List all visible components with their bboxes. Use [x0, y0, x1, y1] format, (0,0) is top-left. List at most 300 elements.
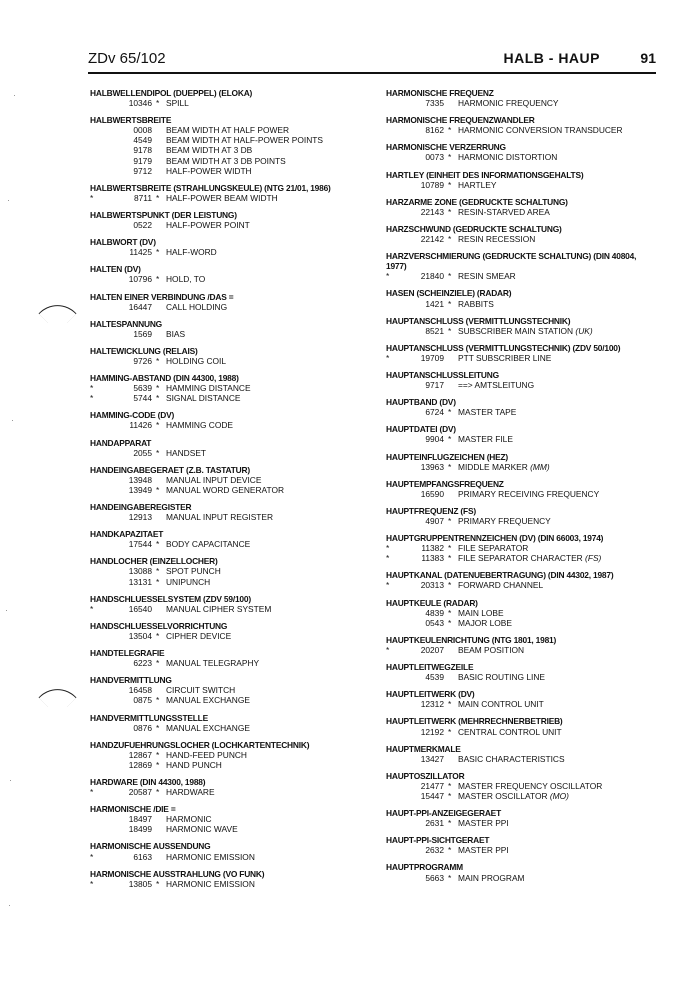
english-term-text: BEAM WIDTH AT HALF POWER — [166, 125, 289, 136]
translation-line — [386, 299, 666, 309]
english-term-text: BEAM POSITION — [458, 644, 525, 655]
star-marker: * — [448, 234, 452, 245]
headword: HALBWELLENDIPOL (DUEPPEL) (ELOKA) — [90, 88, 253, 98]
translation-line — [386, 98, 666, 108]
english-term-text: HALF-POWER WIDTH — [166, 165, 252, 176]
dictionary-entry — [386, 662, 666, 682]
dictionary-entry — [386, 197, 666, 217]
english-term — [166, 420, 233, 430]
headword: HARZARME ZONE (GEDRUCKTE SCHALTUNG) — [386, 196, 568, 207]
headword: HAUPTEINFLUGZEICHEN (HEZ) — [386, 451, 509, 462]
asterisk-marker: * — [386, 553, 390, 564]
star-marker: * — [448, 607, 452, 618]
headword: HAUPTOSZILLATOR — [386, 770, 465, 781]
dictionary-entry — [386, 452, 666, 472]
english-term — [166, 247, 217, 257]
english-term — [458, 125, 623, 135]
star-marker: * — [156, 630, 160, 641]
translation-line — [90, 485, 375, 495]
dictionary-entry — [386, 316, 666, 336]
translation-line — [386, 553, 666, 563]
translation-line — [90, 814, 375, 824]
english-term-text: MANUAL INPUT REGISTER — [166, 512, 274, 523]
english-term-text: MAJOR LOBE — [458, 617, 512, 628]
star-marker: * — [448, 461, 452, 472]
star-marker: * — [448, 298, 452, 309]
star-marker: * — [448, 325, 452, 336]
term-number: 13504 — [128, 630, 152, 641]
english-term-text: FILE SEPARATOR — [458, 543, 529, 554]
scan-speck — [10, 780, 11, 781]
english-term — [166, 220, 250, 230]
translation-line — [90, 879, 375, 889]
translation-line — [386, 271, 666, 281]
english-term-text: UNIPUNCH — [166, 576, 211, 587]
translation-line — [90, 723, 375, 733]
term-number: 9904 — [425, 434, 444, 445]
dictionary-entry — [90, 410, 375, 430]
translation-line — [90, 631, 375, 641]
star-marker: * — [448, 790, 452, 801]
english-term-text: PTT SUBSCRIBER LINE — [458, 352, 552, 363]
headword: HALTEN EINER VERBINDUNG /DAS = — [90, 291, 234, 302]
star-marker: * — [156, 420, 160, 431]
english-term — [458, 672, 545, 682]
dictionary-entry — [90, 777, 375, 797]
translation-line — [386, 407, 666, 417]
english-term — [166, 723, 250, 733]
dictionary-entry — [386, 115, 666, 135]
star-marker: * — [156, 749, 160, 760]
english-term — [166, 193, 278, 203]
dictionary-entry — [386, 251, 666, 281]
translation-line — [90, 685, 375, 695]
translation-line — [90, 220, 375, 230]
headword-continuation: 1977) — [386, 261, 407, 272]
english-term-text: ==> AMTSLEITUNG — [458, 380, 535, 391]
asterisk-marker: * — [90, 787, 94, 798]
english-term-text: HAND-FEED PUNCH — [166, 749, 247, 760]
translation-line — [386, 608, 666, 618]
english-term-text: HOLD, TO — [166, 274, 206, 285]
english-term-text: HARMONIC EMISSION — [166, 878, 255, 889]
dictionary-entry — [386, 862, 666, 882]
english-term — [166, 512, 273, 522]
dictionary-entry — [90, 438, 375, 458]
headword: HAUPTANSCHLUSS (VERMITTLUNGSTECHNIK) — [386, 315, 571, 326]
english-term — [458, 207, 550, 217]
headword: HARMONISCHE FREQUENZ — [386, 88, 494, 98]
term-number: 2631 — [425, 818, 444, 829]
dictionary-entry — [386, 479, 666, 499]
english-term-text: MANUAL WORD GENERATOR — [166, 484, 285, 495]
translation-line — [90, 604, 375, 614]
dictionary-entry — [386, 771, 666, 801]
asterisk-marker: * — [90, 851, 94, 862]
translation-line — [90, 566, 375, 576]
translation-line — [386, 845, 666, 855]
headword: HALBWORT (DV) — [90, 237, 156, 248]
dictionary-entry — [90, 594, 375, 614]
term-number: 11426 — [129, 420, 152, 431]
asterisk-marker: * — [386, 580, 390, 591]
term-number: 19709 — [420, 352, 444, 363]
headword: HALBWERTSPUNKT (DER LEISTUNG) — [90, 209, 237, 220]
star-marker: * — [448, 580, 452, 591]
term-number: 11425 — [129, 247, 152, 258]
english-term — [458, 580, 543, 590]
dictionary-entry — [90, 264, 375, 284]
english-term-text: PRIMARY FREQUENCY — [458, 516, 551, 526]
page-header — [88, 50, 656, 70]
term-number: 7335 — [425, 98, 444, 109]
headword: HARMONISCHE FREQUENZWANDLER — [386, 115, 535, 126]
translation-line — [90, 329, 375, 339]
english-term-text: BASIC CHARACTERISTICS — [458, 753, 565, 764]
headword: HAUPTLEITWEGZEILE — [386, 662, 474, 673]
term-number: 9712 — [133, 165, 152, 176]
english-term-text: MASTER PPI — [458, 845, 509, 856]
english-term — [458, 98, 559, 108]
abbreviation: (UK) — [575, 325, 593, 336]
dictionary-entry — [90, 319, 375, 339]
dictionary-entry — [90, 88, 375, 108]
asterisk-marker: * — [386, 271, 390, 282]
dictionary-entry — [90, 346, 375, 366]
english-term-text: RESIN SMEAR — [458, 271, 516, 282]
dictionary-entry — [386, 533, 666, 563]
headword-range: HALB - HAUP — [503, 50, 600, 66]
english-term-text: FORWARD CHANNEL — [458, 580, 544, 591]
term-number: 6223 — [133, 658, 152, 669]
term-number: 9179 — [133, 155, 152, 166]
dictionary-entry — [386, 370, 666, 390]
english-term — [458, 152, 557, 162]
english-term-text: RABBITS — [458, 298, 494, 309]
asterisk-marker: * — [386, 644, 390, 655]
star-marker: * — [448, 125, 452, 136]
dictionary-entry — [386, 170, 666, 190]
english-term — [458, 180, 496, 190]
document-id: ZDv 65/102 — [88, 50, 166, 67]
translation-line — [90, 166, 375, 176]
term-number: 0543 — [425, 617, 444, 628]
term-number: 10789 — [420, 179, 444, 190]
term-number: 5663 — [425, 872, 444, 883]
dictionary-entry — [90, 621, 375, 641]
english-term-text: SUBSCRIBER MAIN STATION — [458, 325, 574, 336]
star-marker: * — [156, 722, 160, 733]
english-term — [458, 818, 509, 828]
term-number: 2632 — [425, 845, 444, 856]
translation-line — [90, 247, 375, 257]
translation-line — [90, 135, 375, 145]
dictionary-entry — [90, 465, 375, 495]
english-term-text: PRIMARY RECEIVING FREQUENCY — [458, 488, 600, 499]
translation-line — [90, 98, 375, 108]
headword: HALTEWICKLUNG (RELAIS) — [90, 345, 198, 356]
dictionary-entry — [90, 869, 375, 889]
term-number: 5639 — [133, 383, 152, 394]
headword: HANDEINGABEGERAET (Z.B. TASTATUR) — [90, 464, 250, 475]
headword: HAUPTLEITWERK (DV) — [386, 689, 475, 700]
term-number: 9178 — [133, 145, 152, 156]
translation-line — [386, 234, 666, 244]
translation-line — [90, 156, 375, 166]
star-marker: * — [156, 98, 160, 109]
headword: HASEN (SCHEINZIELE) (RADAR) — [386, 288, 512, 299]
star-marker: * — [448, 553, 452, 564]
term-number: 1569 — [133, 328, 152, 339]
star-marker: * — [156, 576, 160, 587]
term-number: 15447 — [420, 790, 444, 801]
asterisk-marker: * — [90, 603, 94, 614]
english-term-text: MAIN LOBE — [458, 607, 504, 618]
translation-line — [90, 658, 375, 668]
headword: HANDTELEGRAFIE — [90, 648, 165, 659]
english-term — [166, 814, 212, 824]
english-term — [458, 489, 599, 499]
english-term — [458, 299, 494, 309]
headword: HAUPTGRUPPENTRENNZEICHEN (DV) (DIN 66003, 1974) — [386, 533, 604, 544]
english-term — [166, 685, 235, 695]
translation-line — [90, 420, 375, 430]
dictionary-entry — [386, 744, 666, 764]
abbreviation: (FS) — [585, 553, 602, 564]
english-term-text: CIPHER DEVICE — [166, 630, 232, 641]
dictionary-entry — [90, 740, 375, 770]
english-term — [458, 645, 524, 655]
term-number: 5744 — [133, 393, 152, 404]
english-term-text: CALL HOLDING — [166, 301, 228, 312]
term-number: 16540 — [128, 603, 152, 614]
english-term-text: CIRCUIT SWITCH — [166, 685, 236, 696]
english-term — [458, 353, 551, 363]
english-term — [166, 98, 189, 108]
term-number: 13948 — [128, 474, 152, 485]
english-term — [166, 879, 255, 889]
dictionary-entry — [386, 397, 666, 417]
english-term-text: HANDSET — [166, 447, 207, 458]
headword: HAUPTANSCHLUSS (VERMITTLUNGSTECHNIK) (ZDV 50/100) — [386, 342, 621, 353]
headword: HANDVERMITTLUNG — [90, 675, 172, 686]
scan-speck — [6, 610, 7, 611]
term-number: 22143 — [420, 206, 444, 217]
dictionary-entry — [386, 142, 666, 162]
translation-line — [386, 791, 666, 801]
headword: HARMONISCHE /DIE = — [90, 804, 176, 815]
english-term — [166, 760, 222, 770]
term-number: 20587 — [128, 787, 152, 798]
translation-line — [90, 512, 375, 522]
english-term-text: BEAM WIDTH AT HALF-POWER POINTS — [166, 135, 323, 146]
english-term — [166, 329, 185, 339]
english-term-text: HOLDING COIL — [166, 355, 227, 366]
headword: HARMONISCHE AUSSENDUNG — [90, 841, 211, 852]
scan-speck — [9, 905, 10, 906]
headword: HARMONISCHE VERZERRUNG — [386, 142, 506, 153]
star-marker: * — [448, 434, 452, 445]
dictionary-entry — [386, 808, 666, 828]
headword: HANDVERMITTLUNGSSTELLE — [90, 712, 208, 723]
english-term-text: HAND PUNCH — [166, 759, 222, 770]
margin-mark — [38, 294, 76, 332]
translation-line — [386, 180, 666, 190]
headword: HANDAPPARAT — [90, 437, 152, 448]
star-marker: * — [448, 872, 452, 883]
headword: HAUPTKANAL (DATENUEBERTRAGUNG) (DIN 44302, 1987) — [386, 570, 614, 581]
dictionary-entry — [90, 502, 375, 522]
english-term-text: MANUAL EXCHANGE — [166, 722, 250, 733]
english-term-text: MAIN PROGRAM — [458, 872, 525, 883]
term-number: 9726 — [133, 355, 152, 366]
english-term — [458, 699, 544, 709]
term-number: 0008 — [133, 125, 152, 136]
translation-line — [386, 543, 666, 553]
translation-line — [90, 448, 375, 458]
dictionary-entry — [386, 506, 666, 526]
translation-line — [90, 577, 375, 587]
term-number: 13427 — [420, 753, 444, 764]
star-marker: * — [448, 407, 452, 418]
star-marker: * — [156, 447, 160, 458]
headword: HANDEINGABEREGISTER — [90, 502, 192, 512]
english-term — [166, 135, 323, 145]
scan-speck — [14, 95, 15, 96]
translation-line — [90, 145, 375, 155]
star-marker: * — [156, 484, 160, 495]
headword: HAUPTLEITWERK (MEHRRECHNERBETRIEB) — [386, 716, 563, 727]
asterisk-marker: * — [90, 383, 94, 394]
asterisk-marker: * — [386, 352, 390, 363]
dictionary-entry — [386, 598, 666, 628]
english-term-text: BEAM WIDTH AT 3 DB — [166, 145, 253, 156]
dictionary-entry — [90, 237, 375, 257]
headword: HARZVERSCHMIERUNG (GEDRUCKTE SCHALTUNG) (DIN 40804, — [386, 251, 637, 262]
english-term — [166, 448, 206, 458]
term-number: 21840 — [420, 271, 444, 282]
star-marker: * — [156, 759, 160, 770]
headword: HANDSCHLUESSELSYSTEM (ZDV 59/100) — [90, 593, 251, 604]
headword: HARTLEY (EINHEIT DES INFORMATIONSGEHALTS) — [386, 169, 584, 180]
term-number: 11383 — [421, 553, 444, 564]
translation-line — [386, 699, 666, 709]
term-number: 13088 — [128, 566, 152, 577]
dictionary-entry — [386, 424, 666, 444]
translation-line — [386, 207, 666, 217]
term-number: 1421 — [425, 298, 444, 309]
term-number: 12913 — [128, 512, 152, 523]
dictionary-entry — [386, 570, 666, 590]
translation-line — [386, 353, 666, 363]
term-number: 18497 — [128, 814, 152, 825]
english-term — [458, 845, 509, 855]
star-marker: * — [156, 393, 160, 404]
term-number: 4907 — [425, 516, 444, 526]
term-number: 12867 — [128, 749, 152, 760]
star-marker: * — [448, 726, 452, 737]
term-number: 2055 — [133, 447, 152, 458]
english-term-text: HAMMING CODE — [166, 420, 233, 431]
abbreviation: (MM) — [530, 461, 550, 472]
headword: HALBWERTSBREITE — [90, 115, 172, 126]
english-term-text: SIGNAL DISTANCE — [166, 393, 241, 404]
scan-speck — [8, 200, 9, 201]
term-number: 13949 — [128, 484, 152, 495]
english-term — [458, 608, 504, 618]
term-number: 0073 — [425, 152, 444, 163]
margin-mark — [38, 678, 76, 716]
english-term-text: MANUAL CIPHER SYSTEM — [166, 603, 272, 614]
english-term — [458, 407, 516, 417]
dictionary-entry — [386, 635, 666, 655]
page-number: 91 — [640, 50, 656, 66]
english-term — [458, 434, 513, 444]
english-term — [166, 787, 215, 797]
headword: HAUPTPROGRAMM — [386, 862, 463, 873]
star-marker: * — [156, 355, 160, 366]
english-term — [166, 145, 252, 155]
translation-line — [90, 824, 375, 834]
headword: HALBWERTSBREITE (STRAHLUNGSKEULE) (NTG 21/01, 1986) — [90, 182, 331, 193]
english-term — [166, 631, 231, 641]
star-marker: * — [156, 787, 160, 798]
english-term — [166, 166, 252, 176]
term-number: 18499 — [128, 824, 152, 835]
scan-speck — [12, 420, 13, 421]
english-term-text: HARMONIC DISTORTION — [458, 152, 558, 163]
english-term — [166, 383, 251, 393]
english-term — [166, 852, 255, 862]
star-marker: * — [156, 383, 160, 394]
english-term — [458, 618, 512, 628]
translation-line — [386, 326, 666, 336]
english-term — [166, 566, 221, 576]
english-term-text: MANUAL EXCHANGE — [166, 695, 250, 706]
term-number: 16447 — [128, 301, 152, 312]
term-number: 16458 — [128, 685, 152, 696]
english-term — [166, 356, 226, 366]
translation-line — [90, 539, 375, 549]
english-term-text: HARDWARE — [166, 787, 215, 798]
term-number: 4839 — [425, 607, 444, 618]
headword: HALTESPANNUNG — [90, 318, 162, 329]
translation-line — [386, 818, 666, 828]
english-term — [166, 156, 286, 166]
english-term — [458, 781, 602, 791]
english-term-text: HARMONIC WAVE — [166, 824, 238, 835]
english-term-text: MASTER PPI — [458, 818, 509, 829]
headword: HAUPTEMPFANGSFREQUENZ — [386, 478, 504, 489]
english-term — [166, 302, 227, 312]
translation-line — [386, 754, 666, 764]
left-column — [90, 88, 375, 896]
english-term-text: BIAS — [166, 328, 186, 339]
term-number: 13131 — [128, 576, 152, 587]
dictionary-entry — [90, 556, 375, 586]
translation-line — [90, 750, 375, 760]
translation-line — [386, 489, 666, 499]
english-term — [458, 754, 565, 764]
term-number: 8162 — [425, 125, 444, 136]
english-term-text: FILE SEPARATOR CHARACTER — [458, 553, 583, 564]
term-number: 9717 — [425, 380, 444, 391]
term-number: 21477 — [420, 780, 444, 791]
dictionary-entry — [90, 675, 375, 705]
english-term-text: MASTER FREQUENCY OSCILLATOR — [458, 780, 603, 791]
headword: HAMMING-ABSTAND (DIN 44300, 1988) — [90, 373, 239, 384]
english-term — [166, 125, 289, 135]
